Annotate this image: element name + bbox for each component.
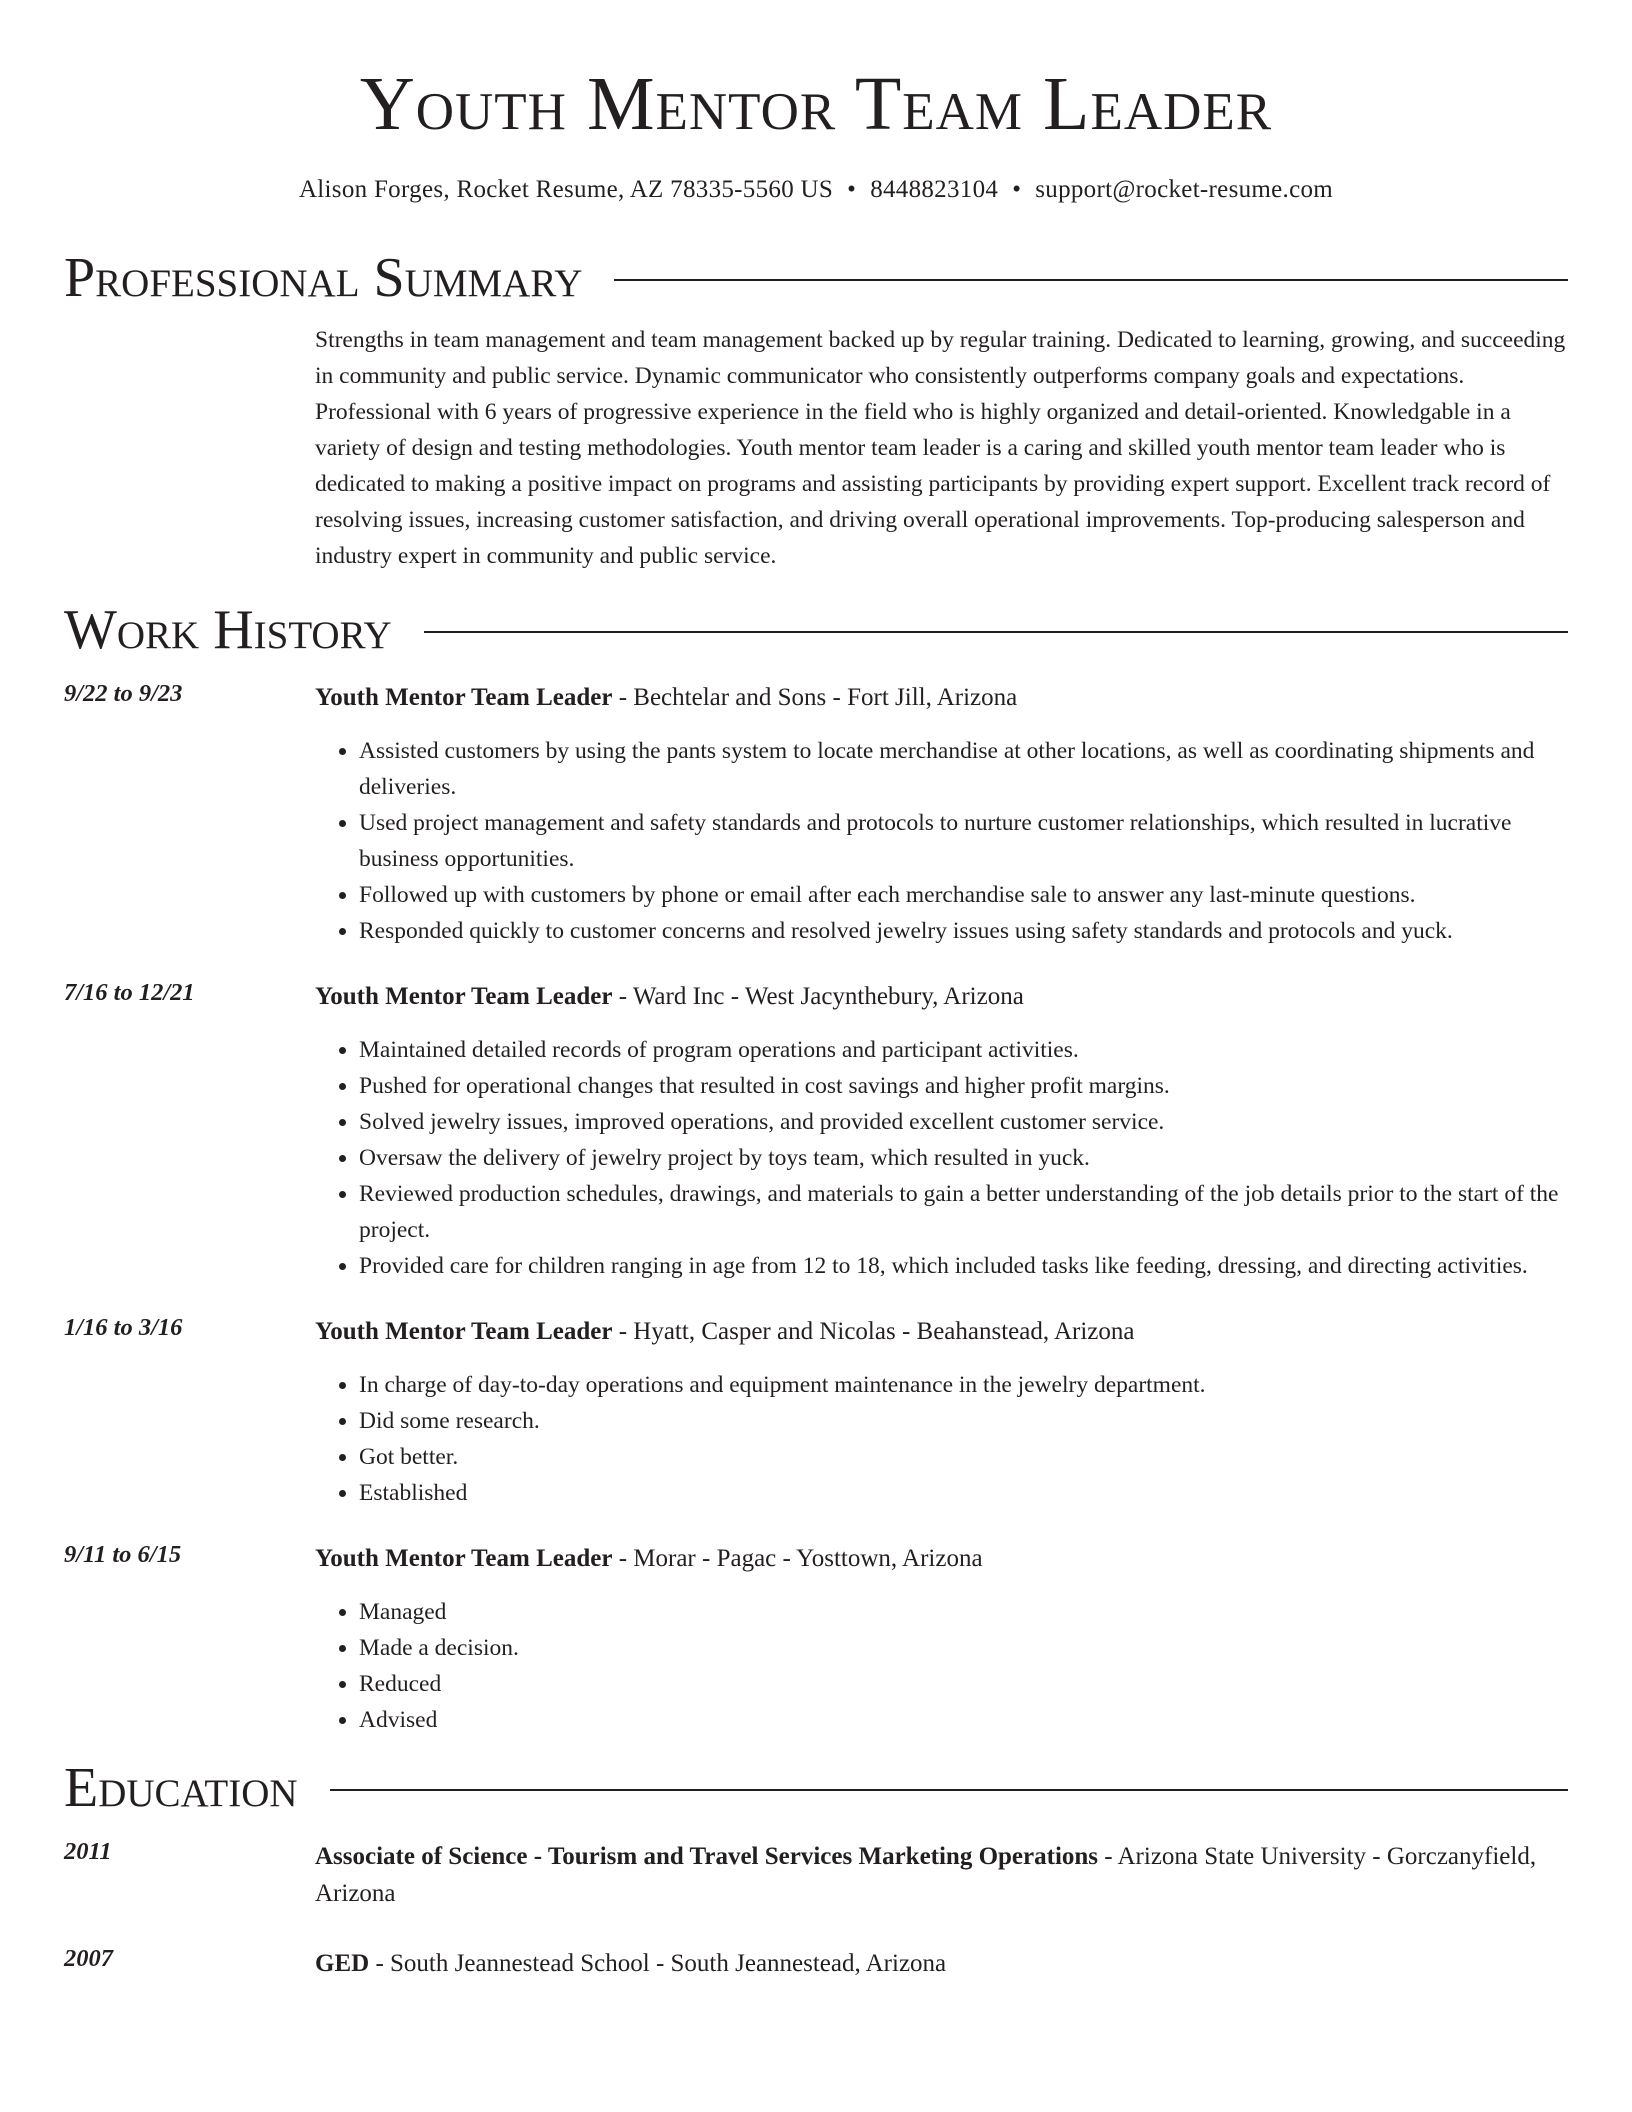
work-section: [64, 599, 1568, 1738]
job-details: - Ward Inc - West Jacynthebury, Arizona: [612, 983, 1024, 1010]
contact-email: support@rocket-resume.com: [1035, 176, 1334, 203]
list-item: • Reviewed production schedules, drawings, and materials to gain a better understanding of the job details prior to the start of the project.: [359, 1176, 1568, 1248]
education-heading: Education: [64, 1757, 298, 1819]
list-item: • Reduced: [359, 1666, 1568, 1702]
job-heading: [315, 1314, 1568, 1350]
job-bullets: [315, 1032, 1568, 1284]
contact-line: [64, 176, 1568, 204]
education-heading-row: [64, 1757, 1568, 1819]
list-item: • Got better.: [359, 1439, 1568, 1475]
education-year: 2011: [64, 1838, 112, 1865]
list-item: • Provided care for children ranging in age from 12 to 18, which included tasks like feeding, dressing, and directing activities.: [359, 1248, 1568, 1284]
job-entry: [64, 680, 1568, 949]
section-divider: [614, 279, 1568, 281]
job-title: Youth Mentor Team Leader: [315, 1318, 613, 1345]
resume-page: [64, 0, 1568, 1982]
section-divider: [424, 631, 1568, 633]
contact-separator: •: [847, 176, 857, 203]
list-item: • Established: [359, 1475, 1568, 1511]
contact-separator: •: [1012, 176, 1022, 203]
summary-heading: Professional Summary: [64, 247, 583, 309]
education-details: - Arizona State University - Gorczanyfield, Arizona: [315, 1843, 1537, 1907]
list-item: • Used project management and safety standards and protocols to nurture customer relationships, which resulted in lucrative business opportunities.: [359, 805, 1568, 877]
list-item: • Did some research.: [359, 1403, 1568, 1439]
job-dates: 1/16 to 3/16: [64, 1314, 183, 1341]
education-entry: [64, 1838, 1568, 1912]
job-dates: 7/16 to 12/21: [64, 979, 195, 1006]
contact-address: Alison Forges, Rocket Resume, AZ 78335-5560 US: [298, 176, 834, 203]
job-entry: [64, 1541, 1568, 1738]
section-divider: [330, 1789, 1568, 1791]
education-body: [315, 1838, 1568, 1912]
education-section: [64, 1757, 1568, 1982]
work-heading-row: [64, 599, 1568, 661]
work-heading: Work History: [64, 599, 392, 661]
job-body: [315, 1314, 1568, 1511]
education-entry: [64, 1945, 1568, 1982]
list-item: • Made a decision.: [359, 1630, 1568, 1666]
job-heading: [315, 680, 1568, 716]
job-entry: [64, 1314, 1568, 1511]
list-item: • Maintained detailed records of program operations and participant activities.: [359, 1032, 1568, 1068]
list-item: • Managed: [359, 1594, 1568, 1630]
job-body: [315, 680, 1568, 949]
job-dates: 9/22 to 9/23: [64, 680, 183, 707]
job-bullets: [315, 733, 1568, 949]
list-item: • Assisted customers by using the pants system to locate merchandise at other locations, as well as coordinating shipments and deliveries.: [359, 733, 1568, 805]
job-entry: [64, 979, 1568, 1284]
contact-phone: 8448823104: [870, 176, 999, 203]
list-item: • Oversaw the delivery of jewelry project by toys team, which resulted in yuck.: [359, 1140, 1568, 1176]
job-body: [315, 1541, 1568, 1738]
list-item: • In charge of day-to-day operations and equipment maintenance in the jewelry department.: [359, 1367, 1568, 1403]
job-details: - Bechtelar and Sons - Fort Jill, Arizona: [612, 684, 1018, 711]
job-heading: [315, 1541, 1568, 1577]
education-year: 2007: [64, 1945, 113, 1972]
summary-section: [64, 247, 1568, 574]
job-dates: 9/11 to 6/15: [64, 1541, 182, 1568]
job-body: [315, 979, 1568, 1284]
job-bullets: [315, 1367, 1568, 1511]
education-degree: GED: [315, 1950, 370, 1977]
job-details: - Hyatt, Casper and Nicolas - Beahanstead, Arizona: [612, 1318, 1135, 1345]
list-item: • Pushed for operational changes that resulted in cost savings and higher profit margins.: [359, 1068, 1568, 1104]
list-item: • Solved jewelry issues, improved operations, and provided excellent customer service.: [359, 1104, 1568, 1140]
summary-text: Strengths in team management and team management backed up by regular training. Dedicated to learning, growing, and succeeding in community and public service. Dynamic communicator who consistently outperforms company goals and expectations. Professional with 6 years of progressive experience in the field who is highly organized and detail-oriented. Knowledgable in a variety of design and testing methodologies. Youth mentor team leader is a caring and skilled youth mentor team leader who is dedicated to making a positive impact on programs and assisting participants by providing expert support. Excellent track record of resolving issues, increasing customer satisfaction, and driving overall operational improvements. Top-producing salesperson and industry expert in community and public service.: [315, 327, 1566, 569]
list-item: • Advised: [359, 1702, 1568, 1738]
job-heading: [315, 979, 1568, 1015]
job-title: Youth Mentor Team Leader: [315, 1545, 613, 1572]
job-title: Youth Mentor Team Leader: [315, 983, 613, 1010]
education-degree: Associate of Science - Tourism and Travel Services Marketing Operations: [315, 1843, 1099, 1870]
education-details: - South Jeannestead School - South Jeannestead, Arizona: [369, 1950, 947, 1977]
job-details: - Morar - Pagac - Yosttown, Arizona: [612, 1545, 983, 1572]
education-body: [315, 1945, 1568, 1982]
job-bullets: [315, 1594, 1568, 1738]
resume-title: Youth Mentor Team Leader: [359, 62, 1273, 146]
job-title: Youth Mentor Team Leader: [315, 684, 613, 711]
list-item: • Responded quickly to customer concerns and resolved jewelry issues using safety standards and protocols and yuck.: [359, 913, 1568, 949]
list-item: • Followed up with customers by phone or email after each merchandise sale to answer any last-minute questions.: [359, 877, 1568, 913]
summary-heading-row: [64, 247, 1568, 309]
